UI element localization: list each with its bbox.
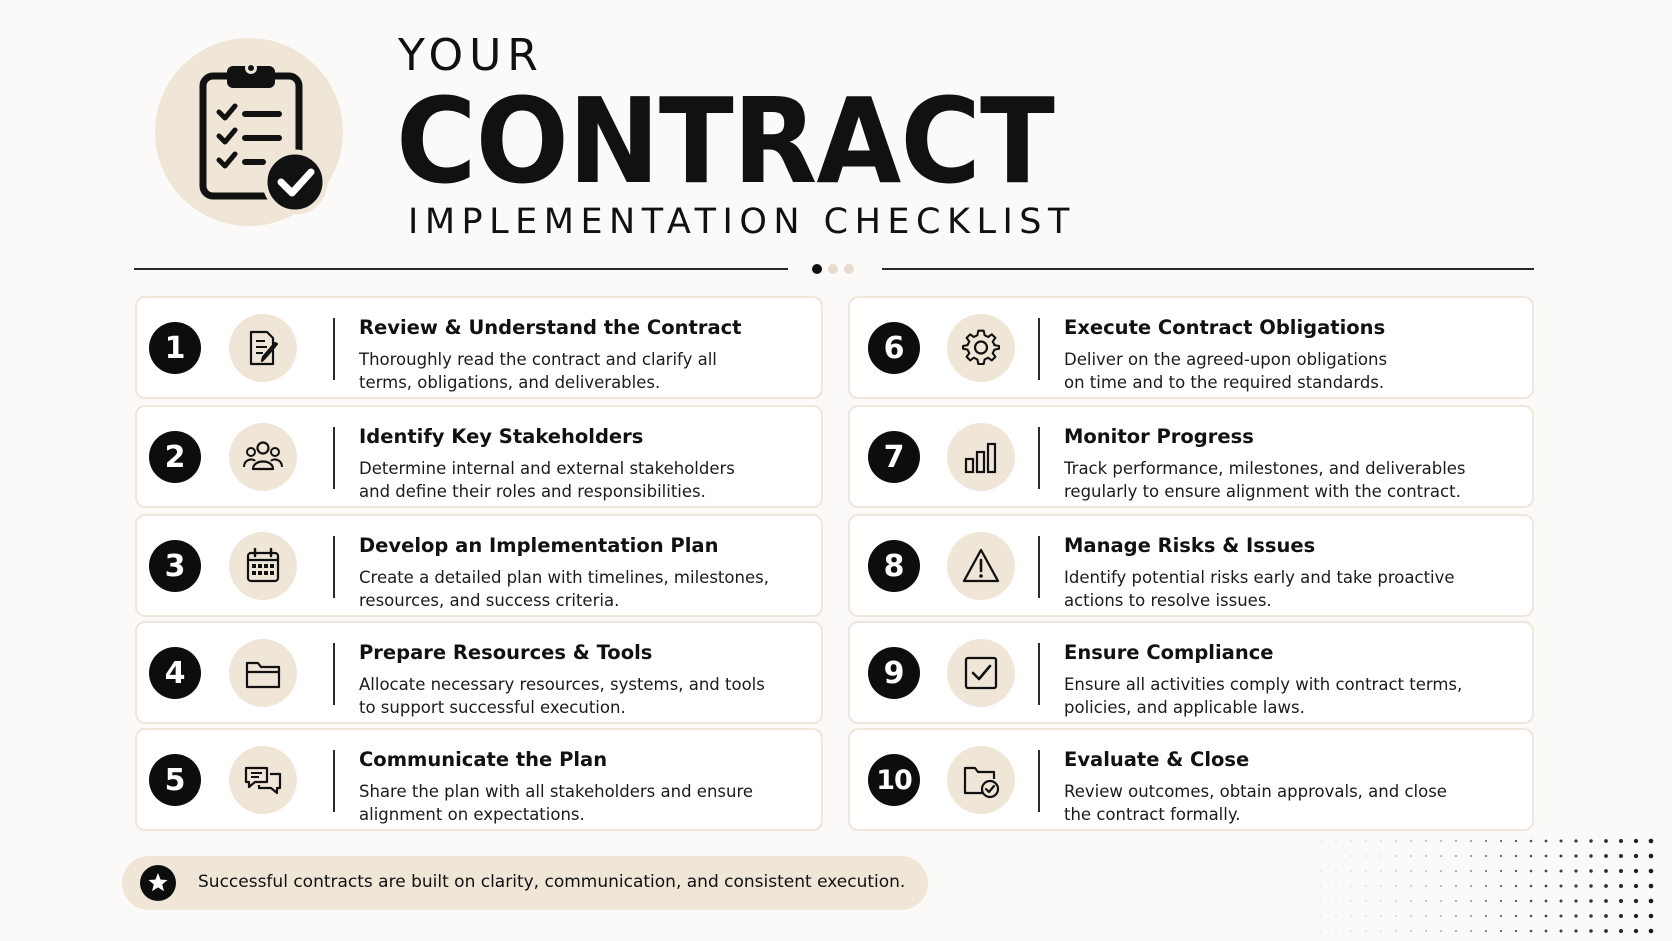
step-description-line: Thoroughly read the contract and clarify all [359,350,717,369]
people-group-icon [243,437,283,477]
step-description-line: Identify potential risks early and take proactive [1064,568,1455,587]
step-description-line: Deliver on the agreed-upon obligations [1064,350,1388,369]
step-card-3 [135,514,823,617]
step-description-line: alignment on expectations. [359,805,585,824]
step-card-9 [848,621,1534,724]
title-contract: CONTRACT [396,72,1054,210]
card-separator [1038,750,1040,812]
step-icon-badge [229,423,297,491]
footer-star-badge [140,865,176,901]
chat-bubbles-icon [243,760,283,800]
step-description [359,457,799,503]
card-separator [333,536,335,598]
warning-triangle-icon [961,546,1001,586]
step-description [1064,566,1504,612]
dot-inactive [828,264,838,274]
document-edit-icon [243,328,283,368]
star-icon [140,865,176,901]
step-number: 4 [149,647,201,699]
title-your: YOUR [398,30,544,81]
step-description-line: Track performance, milestones, and deliverables [1064,459,1466,478]
step-title: Prepare Resources & Tools [359,641,653,664]
footer-banner [122,856,928,910]
calendar-icon [243,546,283,586]
step-description-line: resources, and success criteria. [359,591,620,610]
step-title: Evaluate & Close [1064,748,1250,771]
step-card-5 [135,728,823,831]
step-title: Monitor Progress [1064,425,1254,448]
step-description-line: terms, obligations, and deliverables. [359,373,661,392]
clipboard-checklist-icon [155,38,343,226]
step-description-line: Ensure all activities comply with contract terms, [1064,675,1463,694]
step-description [359,566,799,612]
step-description [1064,457,1504,503]
step-icon-badge [229,532,297,600]
dot-active [812,264,822,274]
step-description-line: to support successful execution. [359,698,626,717]
step-description-line: the contract formally. [1064,805,1241,824]
step-description-line: Review outcomes, obtain approvals, and close [1064,782,1447,801]
step-card-10 [848,728,1534,831]
step-number: 2 [149,431,201,483]
step-card-2 [135,405,823,508]
step-title: Manage Risks & Issues [1064,534,1316,557]
folder-check-icon [961,760,1001,800]
title-implementation-checklist: IMPLEMENTATION CHECKLIST [408,202,1076,242]
step-description-line: Share the plan with all stakeholders and ensure [359,782,754,801]
step-description [1064,780,1504,826]
step-number: 8 [868,540,920,592]
step-description-line: policies, and applicable laws. [1064,698,1305,717]
step-description-line: Create a detailed plan with timelines, milestones, [359,568,769,587]
step-description [1064,673,1504,719]
step-title: Execute Contract Obligations [1064,316,1386,339]
step-title: Identify Key Stakeholders [359,425,644,448]
step-card-4 [135,621,823,724]
step-icon-badge [229,746,297,814]
card-separator [1038,427,1040,489]
step-icon-badge [947,532,1015,600]
card-separator [333,427,335,489]
step-icon-badge [229,639,297,707]
step-icon-badge [947,639,1015,707]
halftone-decoration [1270,835,1670,935]
footer-text: Successful contracts are built on clarity, communication, and consistent execution. [198,872,906,892]
checkbox-icon [961,653,1001,693]
card-separator [333,643,335,705]
step-description-line: Allocate necessary resources, systems, and tools [359,675,765,694]
dot-inactive [844,264,854,274]
step-description-line: and define their roles and responsibilities. [359,482,706,501]
card-separator [1038,318,1040,380]
step-icon-badge [947,423,1015,491]
folder-icon [243,653,283,693]
step-number: 1 [149,322,201,374]
step-card-1 [135,296,823,399]
step-description [359,780,799,826]
card-separator [333,318,335,380]
step-title: Communicate the Plan [359,748,608,771]
step-number: 7 [868,431,920,483]
step-description-line: actions to resolve issues. [1064,591,1272,610]
step-description-line: Determine internal and external stakeholders [359,459,735,478]
step-card-6 [848,296,1534,399]
card-separator [333,750,335,812]
divider-right [882,268,1534,270]
bar-chart-icon [961,437,1001,477]
step-number: 3 [149,540,201,592]
step-card-8 [848,514,1534,617]
logo-badge [155,38,343,226]
card-separator [1038,643,1040,705]
step-description-line: regularly to ensure alignment with the contract. [1064,482,1461,501]
step-number: 6 [868,322,920,374]
step-icon-badge [229,314,297,382]
step-description [359,673,799,719]
step-title: Review & Understand the Contract [359,316,742,339]
card-separator [1038,536,1040,598]
step-card-7 [848,405,1534,508]
step-number: 5 [149,754,201,806]
step-description [359,348,799,394]
step-title: Ensure Compliance [1064,641,1274,664]
step-icon-badge [947,746,1015,814]
gear-icon [961,328,1001,368]
step-icon-badge [947,314,1015,382]
step-description-line: on time and to the required standards. [1064,373,1385,392]
step-number: 9 [868,647,920,699]
step-description [1064,348,1504,394]
step-number: 10 [868,754,920,806]
step-title: Develop an Implementation Plan [359,534,719,557]
divider-left [134,268,788,270]
